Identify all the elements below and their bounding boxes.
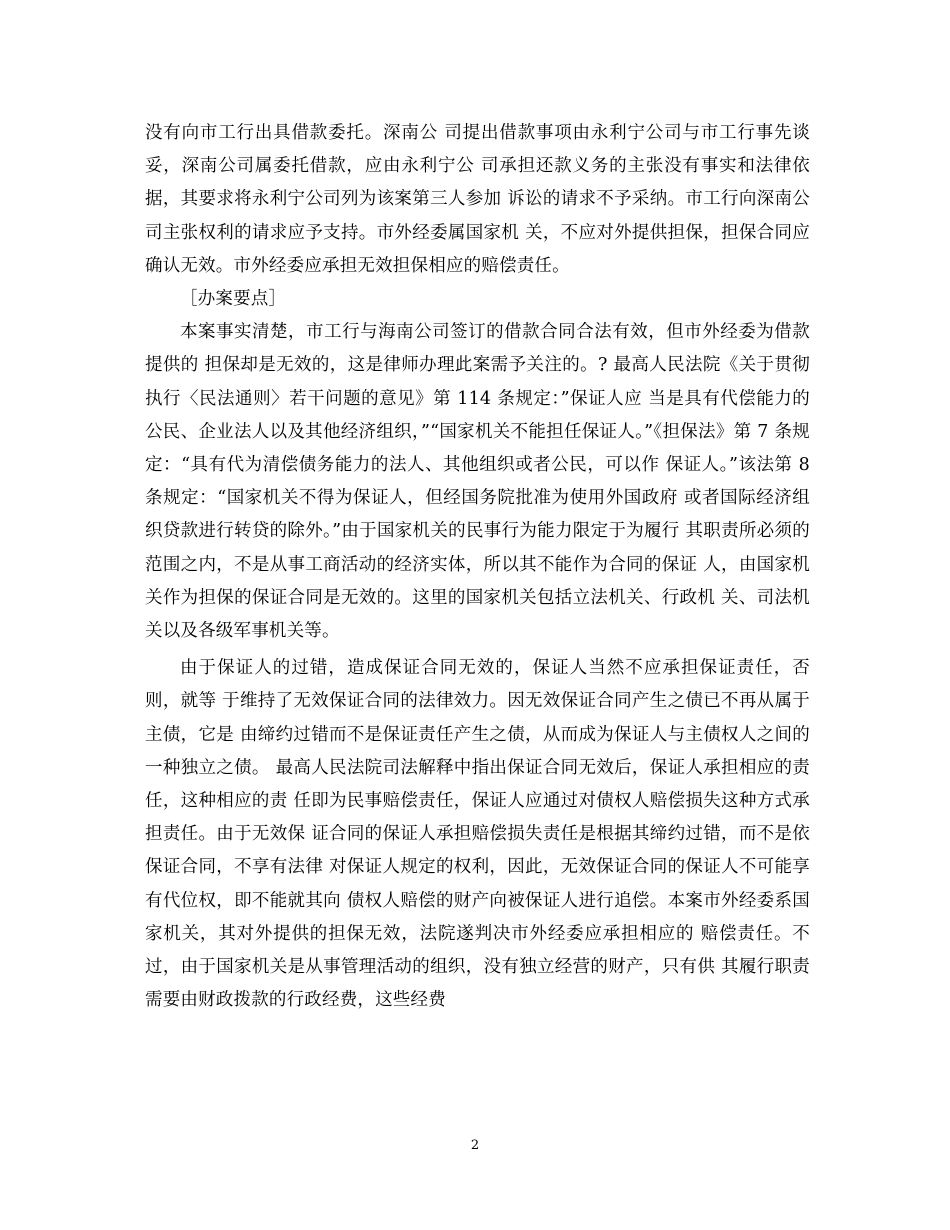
paragraph-case-ruling: 没有向市工行出具借款委托。深南公 司提出借款事项由永利宁公司与市工行事先谈妥，深南公司属委托借款，应由永利宁公 司承担还款义务的主张没有事实和法律依据，其要求将永利宁公司列为该案第三人参加 诉讼的请求不予采纳。市工行向深南公司主张权利的请求应予支持。市外经委属国家机 关，不应对外提供担保，担保合同应确认无效。市外经委应承担无效担保相应的赔偿责任。 <box>145 123 810 276</box>
section-heading-key-points: ［办案要点］ <box>180 289 287 310</box>
page-number: 2 <box>470 1138 480 1153</box>
paragraph-guarantor-liability: 由于保证人的过错，造成保证合同无效的，保证人当然不应承担保证责任，否则，就等 于维持了无效保证合同的法律效力。因无效保证合同产生之债已不再从属于主债，它是 由缔约过错而不是保证责任产生之债，从而成为保证人与主债权人之间的一种独立之债。 最高人民法院司法解释中指出保证合同无效后，保证人承担相应的责任，这种相应的责 任即为民事赔偿责任，保证人应通过对债权人赔偿损失这种方式承担责任。由于无效保 证合同的保证人承担赔偿损失责任是根据其缔约过错，而不是依保证合同，不享有法律 对保证人规定的权利，因此，无效保证合同的保证人不可能享有代位权，即不能就其向 债权人赔偿的财产向被保证人进行追偿。本案市外经委系国家机关，其对外提供的担保无效，法院遂判决市外经委应承担相应的 赔偿责任。不过，由于国家机关是从事管理活动的组织，没有独立经营的财产，只有供 其履行职责需要由财政拨款的行政经费，这些经费 <box>145 658 810 1011</box>
document-body <box>145 117 810 1017</box>
paragraph-key-points: 本案事实清楚，市工行与海南公司签订的借款合同合法有效，但市外经委为借款提供的 担保却是无效的，这是律师办理此案需予关注的。? 最高人民法院《关于贯彻执行〈民法通则〉若干问题的意见》第 114 条规定：”保证人应 当是具有代偿能力的公民、企业法人以及其他经济组织，”“国家机关不能担任保证人。”《担保法》第 7 条规定：“具有代为清偿债务能力的法人、其他组织或者公民，可以作 保证人。”该法第 8 条规定：“国家机关不得为保证人，但经国务院批准为使用外国政府 或者国际经济组织贷款进行转贷的除外。”由于国家机关的民事行为能力限定于为履行 其职责所必须的范围之内，不是从事工商活动的经济实体，所以其不能作为合同的保证 人，由国家机关作为担保的保证合同是无效的。这里的国家机关包括立法机关、行政机 关、司法机关以及各级军事机关等。 <box>145 322 810 642</box>
